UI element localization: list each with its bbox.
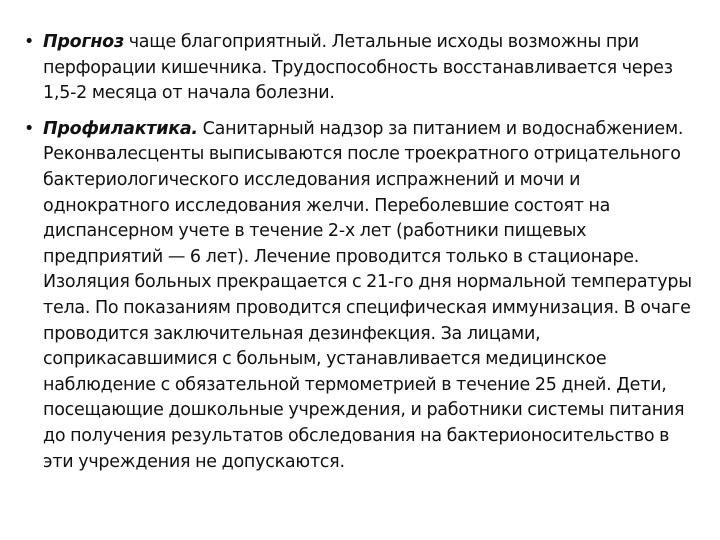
bullet-term-prognosis: Прогноз (43, 32, 124, 52)
bullet-term-prevention: Профилактика. (43, 118, 198, 139)
bullet-prognosis (24, 30, 696, 107)
bullet-marker: • (24, 32, 35, 52)
bullet-marker: • (24, 118, 35, 139)
bullet-text-prevention: Санитарный надзор за питанием и водоснабжением. Реконвалесценты выписываются после троекратного отрицательного бактериологического исследования испражнений и мочи и однократного исследования желчи. Переболевшие состоят на диспансерном учете в течение 2-х лет (работники пищевых предприятий — 6 лет). Лечение проводится только в стационаре. Изоляция больных прекращается с 21-го дня нормальной температуры тела. По показаниям проводится специфическая иммунизация. В очаге проводится заключительная дезинфекция. За лицами, соприкасавшимися с больным, устанавливается медицинское наблюдение с обязательной термометрией в течение 25 дней. Дети, посещающие дошкольные учреждения, и работники системы питания до получения результатов обследования на бактерионосительство в эти учреждения не допускаются. (43, 118, 692, 472)
bullet-list (24, 30, 696, 475)
bullet-prevention (24, 117, 696, 475)
bullet-text-prognosis: чаще благоприятный. Летальные исходы возможны при перфорации кишечника. Трудоспособность восстанавливается через 1,5-2 месяца от начала болезни. (43, 32, 673, 104)
